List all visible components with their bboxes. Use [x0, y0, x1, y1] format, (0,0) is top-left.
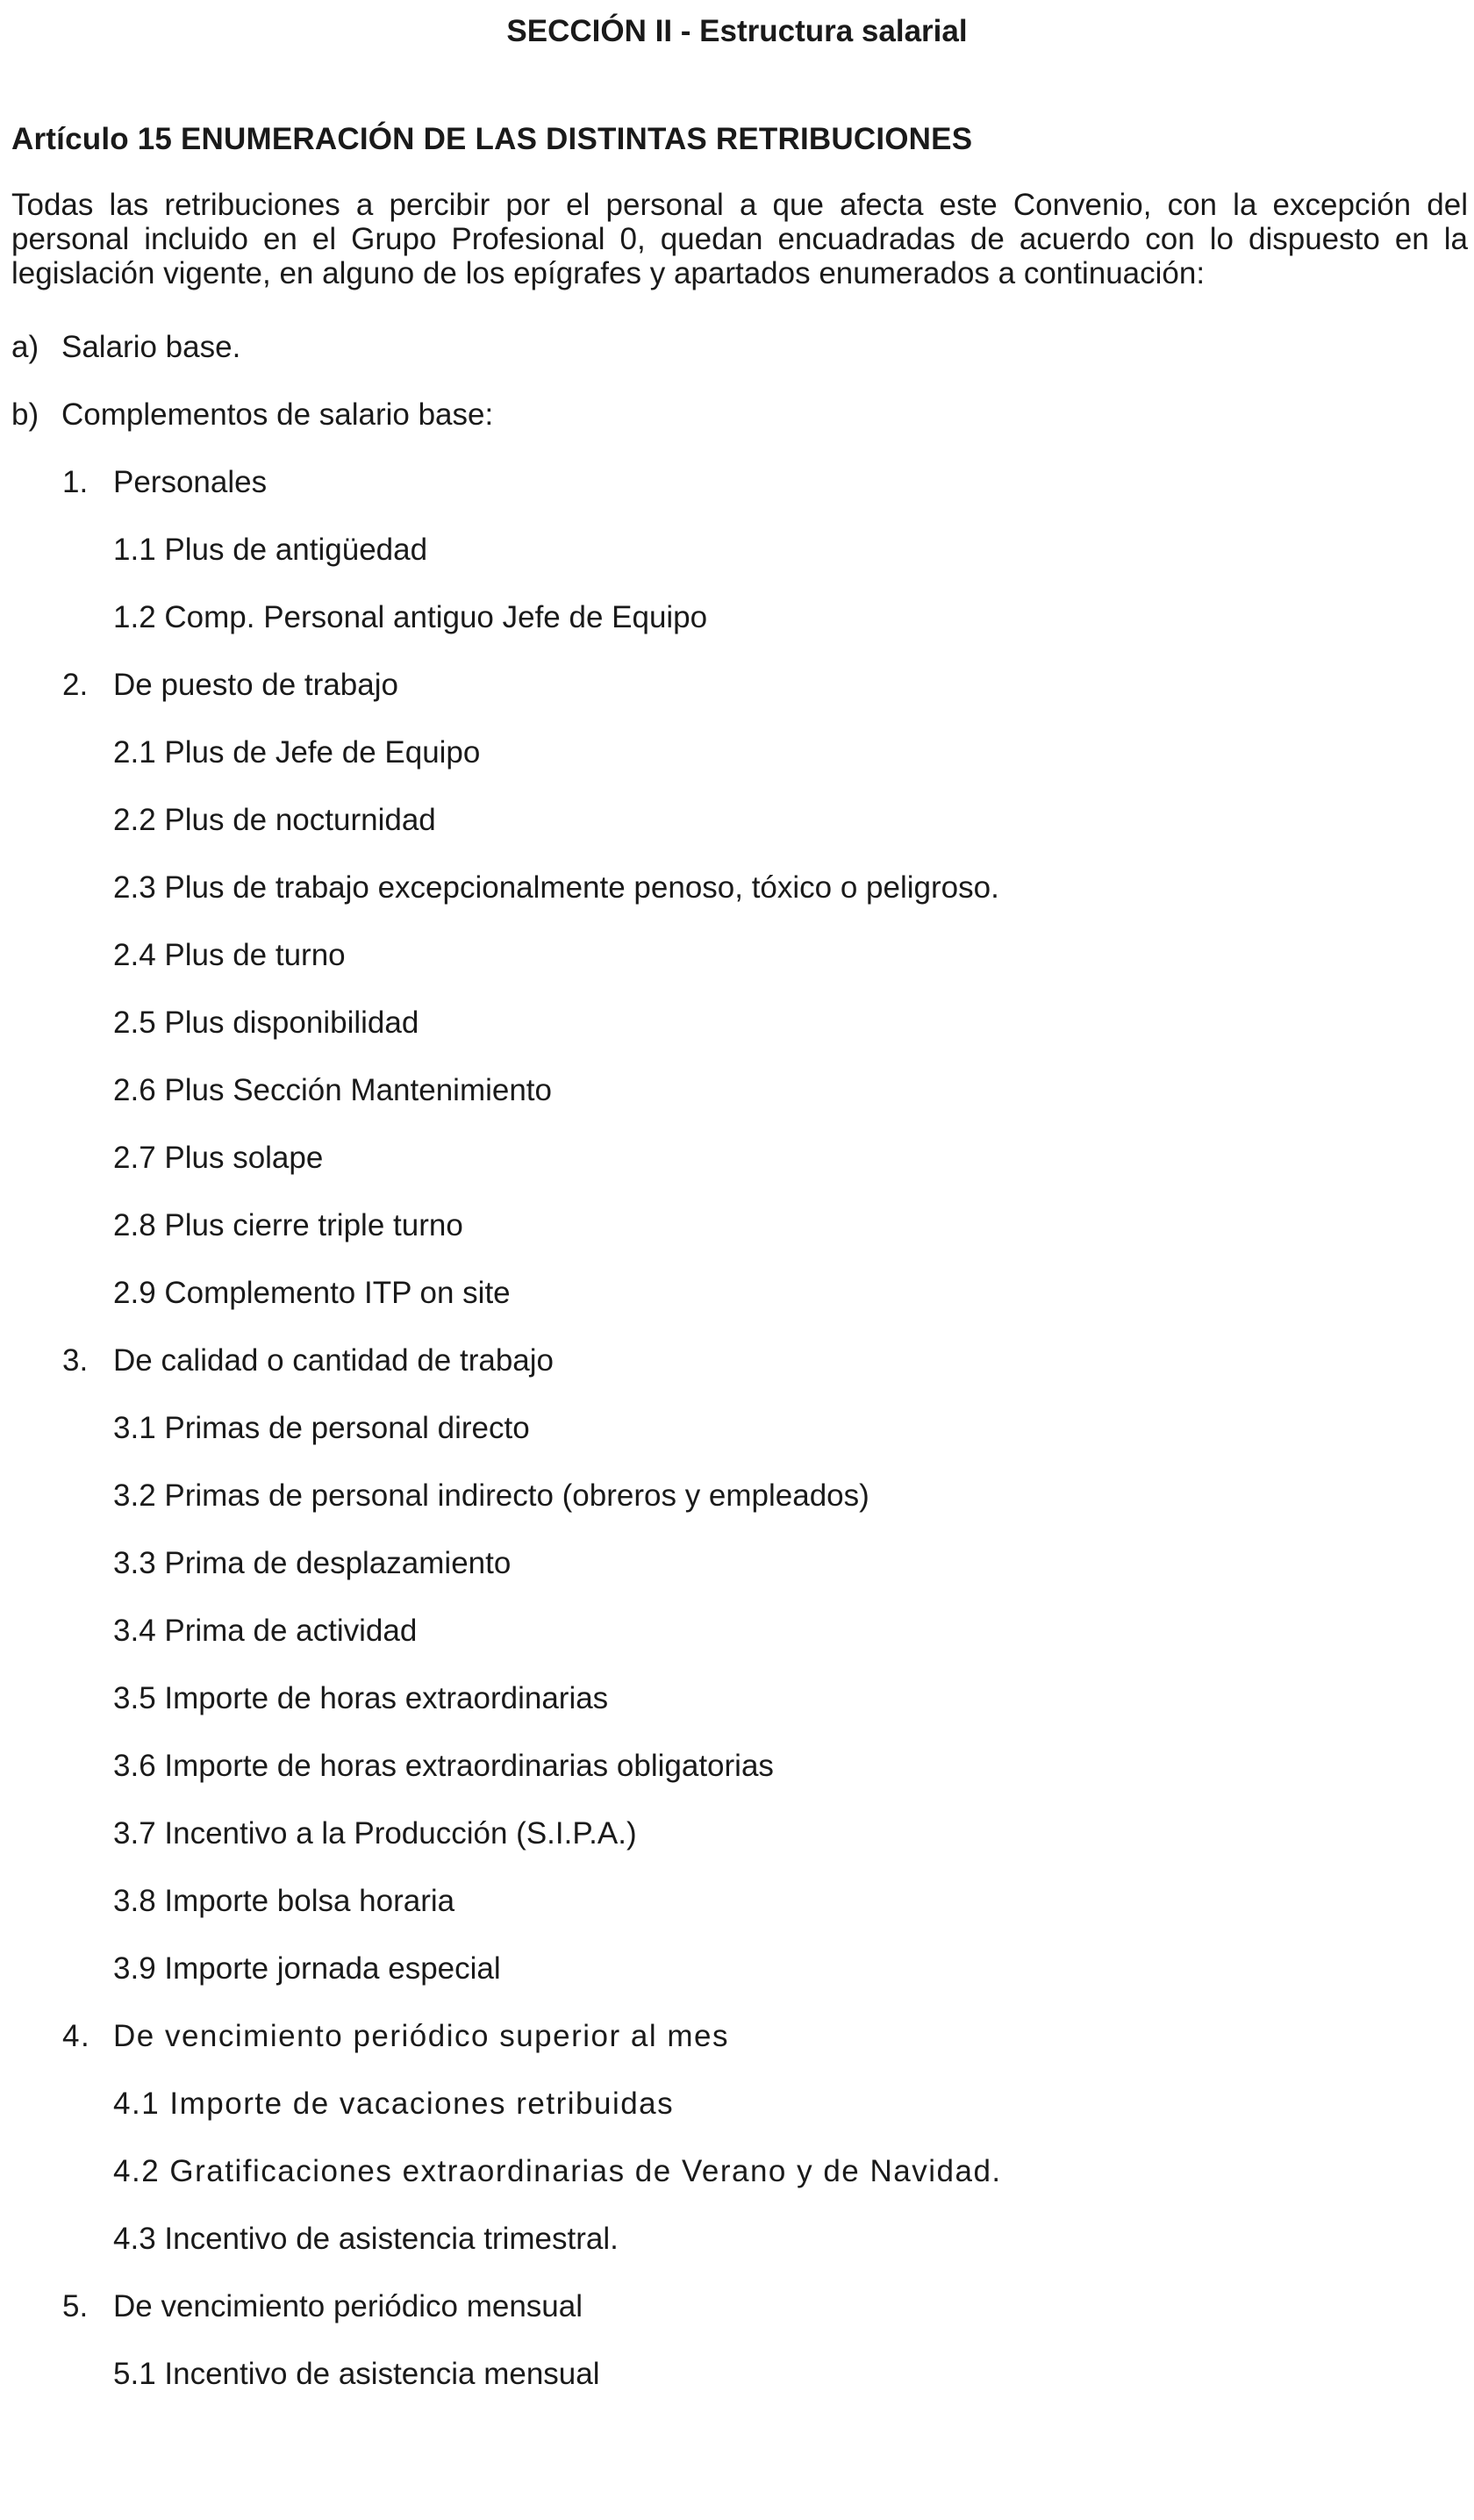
sub-item: 3.1 Primas de personal directo — [113, 1411, 530, 1445]
sub-item: 2.3 Plus de trabajo excepcionalmente penoso, tóxico o peligroso. — [113, 870, 999, 905]
sub-item: 2.9 Complemento ITP on site — [113, 1276, 511, 1310]
sub-item: 4.2 Gratificaciones extraordinarias de Verano y de Navidad. — [113, 2154, 1002, 2188]
sub-item: 4.3 Incentivo de asistencia trimestral. — [113, 2222, 619, 2256]
group-number: 1. — [62, 465, 89, 499]
sub-item: 2.6 Plus Sección Mantenimiento — [113, 1073, 552, 1107]
sub-item: 3.9 Importe jornada especial — [113, 1951, 501, 1986]
sub-item: 3.6 Importe de horas extraordinarias obligatorias — [113, 1749, 774, 1783]
group-number: 5. — [62, 2289, 89, 2323]
group-number: 4. — [62, 2019, 91, 2053]
intro-paragraph: Todas las retribuciones a percibir por el personal a que afecta este Convenio, con la excepción del personal incluido en el Grupo Profesional 0, quedan encuadradas de acuerdo con lo dispuesto en la legislación vigente, en alguno de los epígrafes y apartados enumerados a continuación: — [11, 188, 1468, 290]
sub-item: 3.4 Prima de actividad — [113, 1614, 418, 1648]
sub-item: 3.5 Importe de horas extraordinarias — [113, 1681, 609, 1715]
list-item-text: Salario base. — [61, 330, 241, 364]
group-title: De vencimiento periódico superior al mes — [113, 2019, 729, 2053]
group-title: De puesto de trabajo — [113, 668, 398, 702]
sub-item: 2.8 Plus cierre triple turno — [113, 1208, 463, 1242]
article-title: Artículo 15 ENUMERACIÓN DE LAS DISTINTAS RETRIBUCIONES — [11, 122, 973, 156]
group-title: De calidad o cantidad de trabajo — [113, 1343, 555, 1378]
sub-item: 2.7 Plus solape — [113, 1141, 324, 1175]
sub-item: 5.1 Incentivo de asistencia mensual — [113, 2357, 600, 2391]
list-marker: a) — [11, 330, 39, 364]
list-item-text: Complementos de salario base: — [61, 397, 494, 432]
sub-item: 1.1 Plus de antigüedad — [113, 533, 428, 567]
section-title: SECCIÓN II - Estructura salarial — [506, 14, 968, 48]
sub-item: 3.8 Importe bolsa horaria — [113, 1884, 455, 1918]
sub-item: 2.4 Plus de turno — [113, 938, 346, 972]
sub-item: 2.2 Plus de nocturnidad — [113, 803, 436, 837]
group-title: Personales — [113, 465, 268, 499]
sub-item: 3.2 Primas de personal indirecto (obreros y empleados) — [113, 1478, 869, 1513]
sub-item: 4.1 Importe de vacaciones retribuidas — [113, 2087, 675, 2121]
list-marker: b) — [11, 397, 39, 432]
sub-item: 2.5 Plus disponibilidad — [113, 1006, 419, 1040]
sub-item: 3.3 Prima de desplazamiento — [113, 1546, 512, 1580]
sub-item: 2.1 Plus de Jefe de Equipo — [113, 735, 481, 770]
sub-item: 3.7 Incentivo a la Producción (S.I.P.A.) — [113, 1816, 637, 1851]
group-number: 2. — [62, 668, 89, 702]
group-number: 3. — [62, 1343, 89, 1378]
group-title: De vencimiento periódico mensual — [113, 2289, 583, 2323]
sub-item: 1.2 Comp. Personal antiguo Jefe de Equipo — [113, 600, 708, 634]
